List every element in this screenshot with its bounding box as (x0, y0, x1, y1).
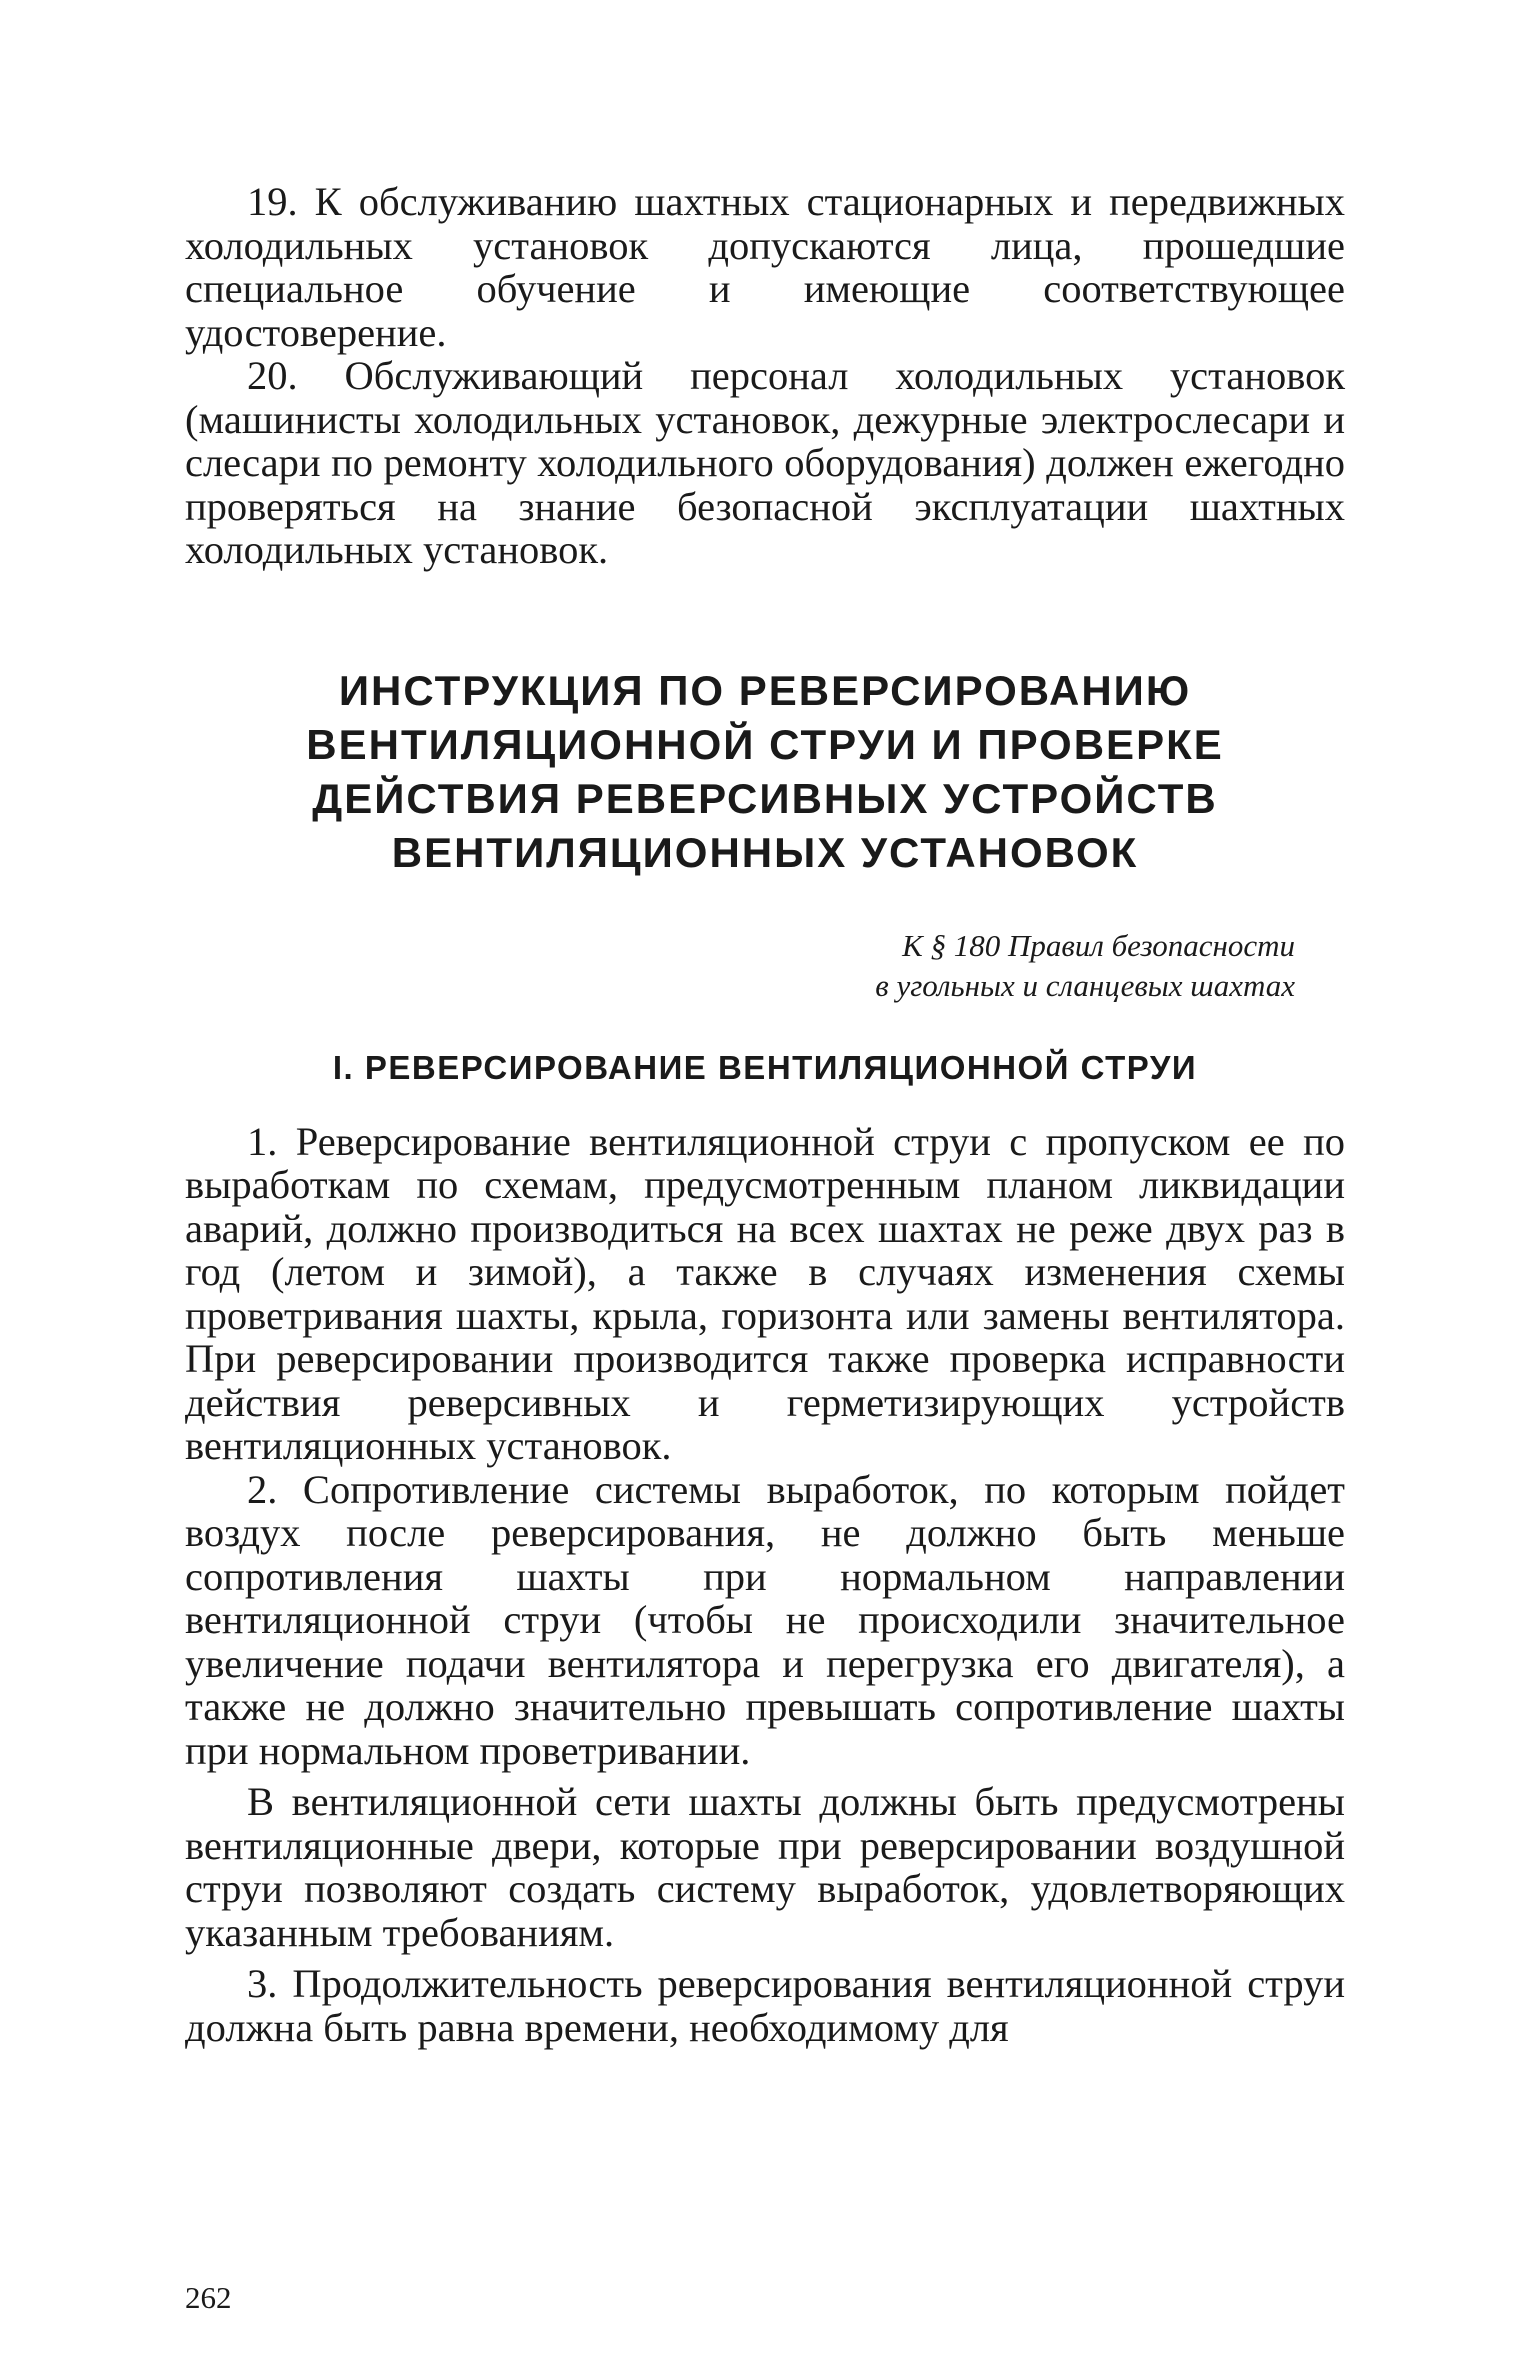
title-line-3: ДЕЙСТВИЯ РЕВЕРСИВНЫХ УСТРОЙСТВ (312, 774, 1218, 822)
document-page (185, 180, 1345, 2049)
epigraph (185, 926, 1345, 1006)
paragraph-3: 3. Продолжительность реверсирования вентиляционной струи должна быть равна времени, необходимому для (185, 1961, 1345, 2050)
paragraph-20: 20. Обслуживающий персонал холодильных установок (машинисты холодильных установок, дежурные электрослесари и слесари по ремонту холодильного оборудования) должен ежегодно проверяться на знание безопасной эксплуатации шахтных холодильных установок. (185, 353, 1345, 572)
title-line-1: ИНСТРУКЦИЯ ПО РЕВЕРСИРОВАНИЮ (338, 666, 1192, 714)
page-number: 262 (185, 2280, 232, 2315)
title-line-2: ВЕНТИЛЯЦИОННОЙ СТРУИ И ПРОВЕРКЕ (306, 720, 1224, 768)
title-line-4: ВЕНТИЛЯЦИОННЫХ УСТАНОВОК (391, 828, 1139, 876)
paragraph-19: 19. К обслуживанию шахтных стационарных и передвижных холодильных установок допускаются лица, прошедшие специальное обучение и имеющие соответствующее удостоверение. (185, 179, 1345, 355)
instruction-title (185, 664, 1345, 880)
paragraph-1: 1. Реверсирование вентиляционной струи с пропуском ее по выработкам по схемам, предусмотренным планом ликвидации аварий, должно производиться на всех шахтах не реже двух раз в год (летом и зимой), а также в случаях изменения схемы проветривания шахты, крыла, горизонта или замены вентилятора. При реверсировании производится также проверка исправности действия реверсивных и герметизирующих устройств вентиляционных установок. (185, 1118, 1345, 1468)
epigraph-line-2: в угольных и сланцевых шахтах (875, 967, 1295, 1003)
section-heading: I. РЕВЕРСИРОВАНИЕ ВЕНТИЛЯЦИОННОЙ СТРУИ (332, 1048, 1198, 1086)
paragraph-2: 2. Сопротивление системы выработок, по которым пойдет воздух после реверсирования, не должно быть меньше сопротивления шахты при нормальном направлении вентиляционной струи (чтобы не происходили значительное увеличение подачи вентилятора и перегрузка его двигателя), а также не должно значительно превышать сопротивление шахты при нормальном проветривании. (185, 1466, 1345, 1773)
paragraph-doors: В вентиляционной сети шахты должны быть предусмотрены вентиляционные двери, которые при реверсировании воздушной струи позволяют создать систему выработок, удовлетворяющих указанным требованиям. (185, 1779, 1345, 1955)
epigraph-line-1: К § 180 Правил безопасности (902, 927, 1295, 963)
